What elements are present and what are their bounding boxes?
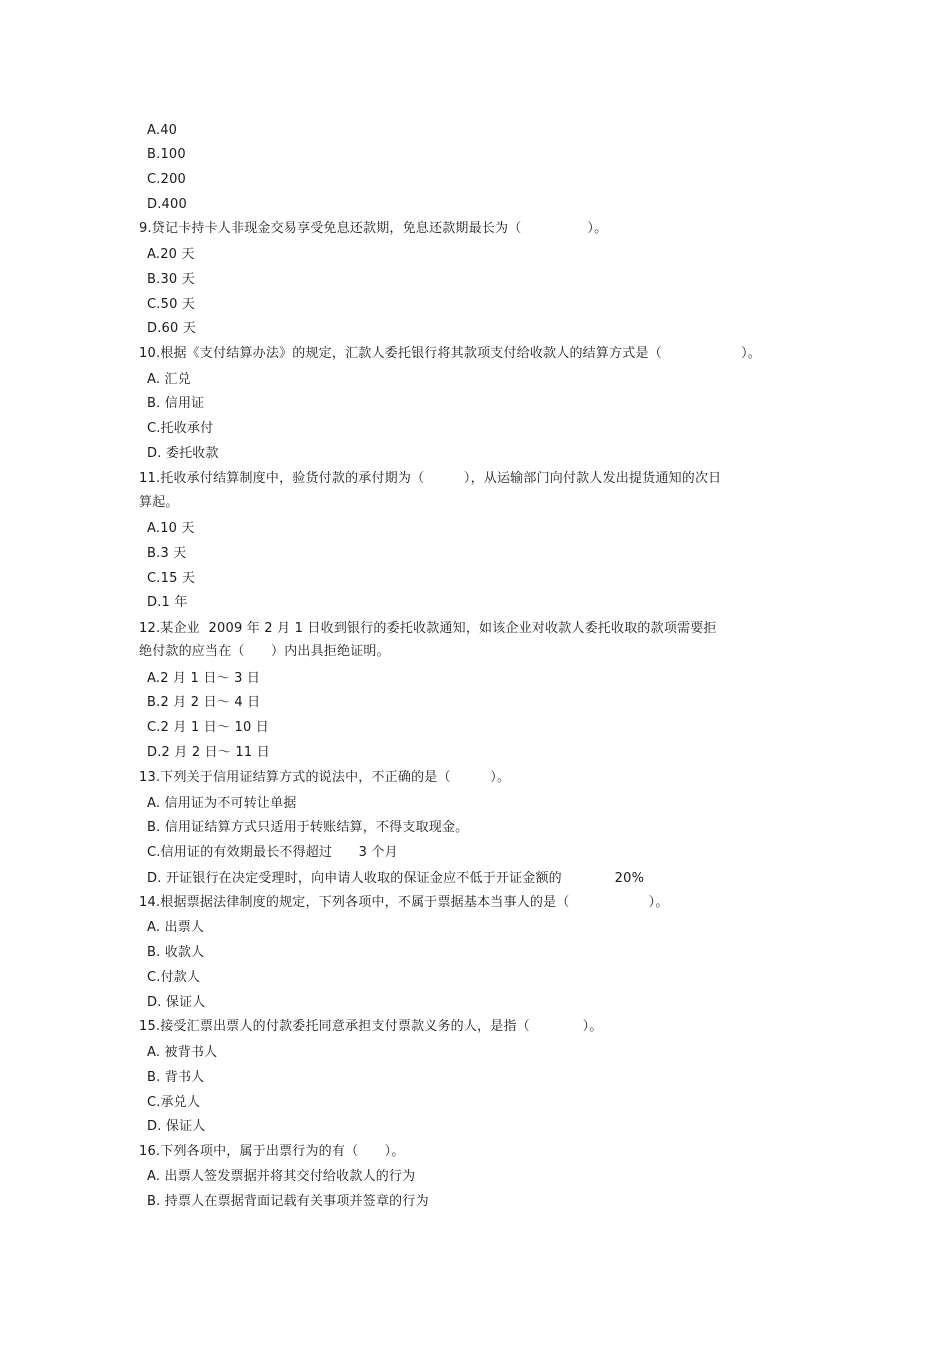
option-line: B.3 天 — [147, 546, 187, 561]
option-line: D. 开证银行在决定受理时，向申请人收取的保证金应不低于开证金额的 20% — [147, 871, 645, 886]
option-line: A.20 天 — [147, 247, 195, 262]
question-line: 14.根据票据法律制度的规定，下列各项中，不属于票据基本当事人的是（ ）。 — [139, 895, 669, 910]
option-line: D.2 月 2 日～ 11 日 — [147, 745, 270, 760]
question-line: 11.托收承付结算制度中，验货付款的承付期为（ ），从运输部门向付款人发出提货通知的次日 — [139, 471, 722, 486]
question-line: 12.某企业 2009 年 2 月 1 日收到银行的委托收款通知，如该企业对收款人委托收取的款项需要拒 — [139, 621, 717, 636]
question-line: 13.下列关于信用证结算方式的说法中，不正确的是（ ）。 — [139, 770, 511, 785]
option-line: C.信用证的有效期最长不得超过 3 个月 — [147, 845, 398, 860]
option-line: D. 保证人 — [147, 1119, 206, 1134]
option-line: B. 持票人在票据背面记载有关事项并签章的行为 — [147, 1194, 429, 1209]
option-line: D.60 天 — [147, 321, 197, 336]
option-line: B. 信用证 — [147, 396, 205, 411]
question-line: 16.下列各项中，属于出票行为的有（ ）。 — [139, 1144, 405, 1159]
option-line: B. 背书人 — [147, 1070, 205, 1085]
option-line: C.2 月 1 日～ 10 日 — [147, 720, 269, 735]
option-line: C.托收承付 — [147, 421, 214, 436]
option-line: A. 出票人签发票据并将其交付给收款人的行为 — [147, 1169, 416, 1184]
option-line: D.1 年 — [147, 595, 188, 610]
option-line: C.15 天 — [147, 571, 196, 586]
option-line: B.2 月 2 日～ 4 日 — [147, 695, 261, 710]
option-line: A.2 月 1 日～ 3 日 — [147, 671, 261, 686]
question-line: 绝付款的应当在（ ）内出具拒绝证明。 — [139, 644, 390, 659]
option-line: D.400 — [147, 197, 187, 212]
option-line: A.40 — [147, 123, 178, 138]
question-line: 15.接受汇票出票人的付款委托同意承担支付票款义务的人，是指（ ）。 — [139, 1019, 603, 1034]
option-line: A.10 天 — [147, 521, 195, 536]
option-line: A. 汇兑 — [147, 372, 191, 387]
option-line: B. 收款人 — [147, 945, 205, 960]
question-line: 10.根据《支付结算办法》的规定，汇款人委托银行将其款项支付给收款人的结算方式是（ ）。 — [139, 346, 761, 361]
option-line: B. 信用证结算方式只适用于转账结算，不得支取现金。 — [147, 820, 469, 835]
option-line: A. 出票人 — [147, 920, 205, 935]
option-line: B.100 — [147, 147, 186, 162]
option-line: A. 信用证为不可转让单据 — [147, 796, 297, 811]
option-line: D. 保证人 — [147, 995, 206, 1010]
option-line: C.承兑人 — [147, 1095, 201, 1110]
option-line: B.30 天 — [147, 272, 195, 287]
option-line: C.200 — [147, 172, 187, 187]
option-line: A. 被背书人 — [147, 1045, 218, 1060]
question-line: 算起。 — [139, 495, 179, 510]
option-line: D. 委托收款 — [147, 446, 219, 461]
question-line: 9.贷记卡持卡人非现金交易享受免息还款期，免息还款期最长为（ ）。 — [139, 221, 608, 236]
option-line: C.50 天 — [147, 297, 196, 312]
option-line: C.付款人 — [147, 970, 201, 985]
